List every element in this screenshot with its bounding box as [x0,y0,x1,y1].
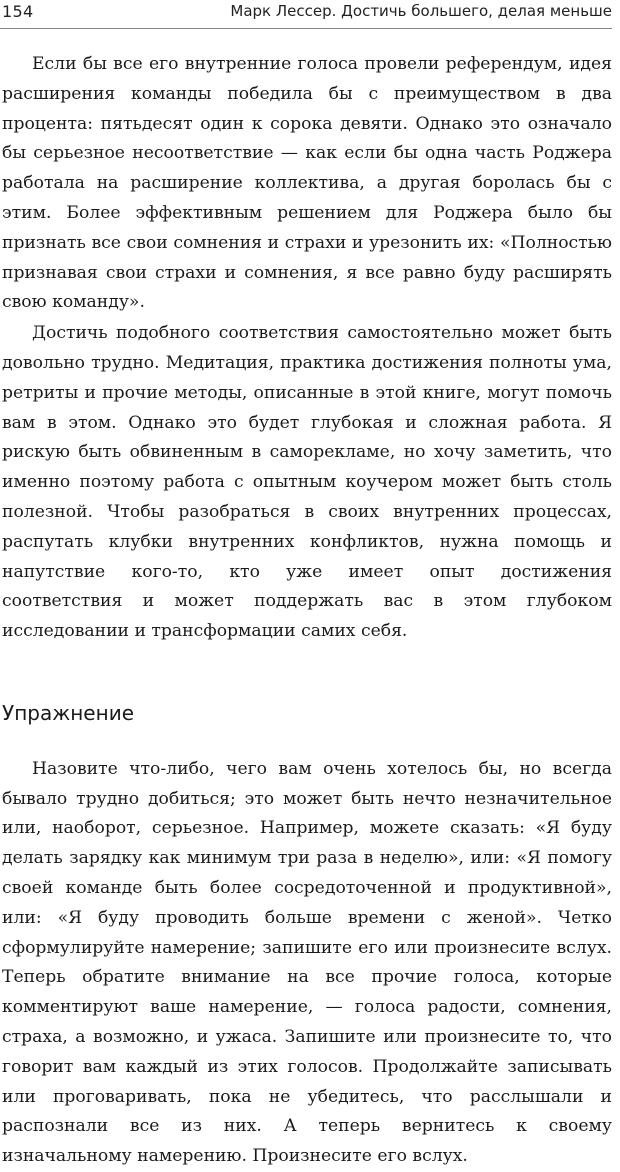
running-head [2,2,612,26]
body-text [2,50,612,1172]
paragraph-exercise: Назовите что-либо, чего вам очень хотелось бы, но всегда бывало трудно добиться; это может быть нечто незначительное или, наоборот, серьезное. Например, можете сказать: «Я буду делать зарядку как минимум три раза в неделю», или: «Я помогу своей команде быть более сосредоточенной и продуктивной», или: «Я буду проводить больше времени с женой». Четко сформулируйте намерение; запишите его или произнесите вслух. Теперь обратите внимание на все прочие голоса, которые комментируют ваше намерение, — голоса радости, сомнения, страха, а возможно, и ужаса. Запишите или произнесите то, что говорит вам каждый из этих голосов. Продолжайте записывать или проговаривать, пока не убедитесь, что расслышали и распознали все из них. А теперь вернитесь к своему изначальному намерению. Произнесите его вслух. [2,758,612,1167]
page-number: 154 [2,2,34,21]
paragraph-referendum: Если бы все его внутренние голоса провели референдум, идея расширения команды победила бы с преимуществом в два процента: пятьдесят один к сорока девяти. Однако это означало бы серьезное несоответствие — как если бы одна часть Роджера работала на расширение коллектива, а другая боролась бы с этим. Более эффективным решением для Роджера было бы признать все свои сомнения и страхи и урезонить их: «Полностью признавая свои страхи и сомнения, я все равно буду расширять свою команду». [2,54,612,313]
section-spacer [2,647,612,699]
header-divider [0,28,612,29]
paragraph-coaching: Достичь подобного соответствия самостоятельно может быть довольно трудно. Медитация, практика достижения полноты ума, ретриты и прочие методы, описанные в этой книге, могут помочь вам в этом. Однако это будет глубокая и сложная работа. Я рискую быть обвиненным в саморекламе, но хочу заметить, что именно поэтому работа с опытным коучером может быть столь полезной. Чтобы разобраться в своих внутренних процессах, распутать клубки внутренних конфликтов, нужна помощь и напутствие кого-то, кто уже имеет опыт достижения соответствия и может поддержать вас в этом глубоком исследовании и трансформации самих себя. [2,323,612,642]
running-title: Марк Лессер. Достичь большего, делая меньше [230,2,612,20]
heading-spacer [2,729,612,755]
section-heading-exercise: Упражнение [2,700,134,725]
